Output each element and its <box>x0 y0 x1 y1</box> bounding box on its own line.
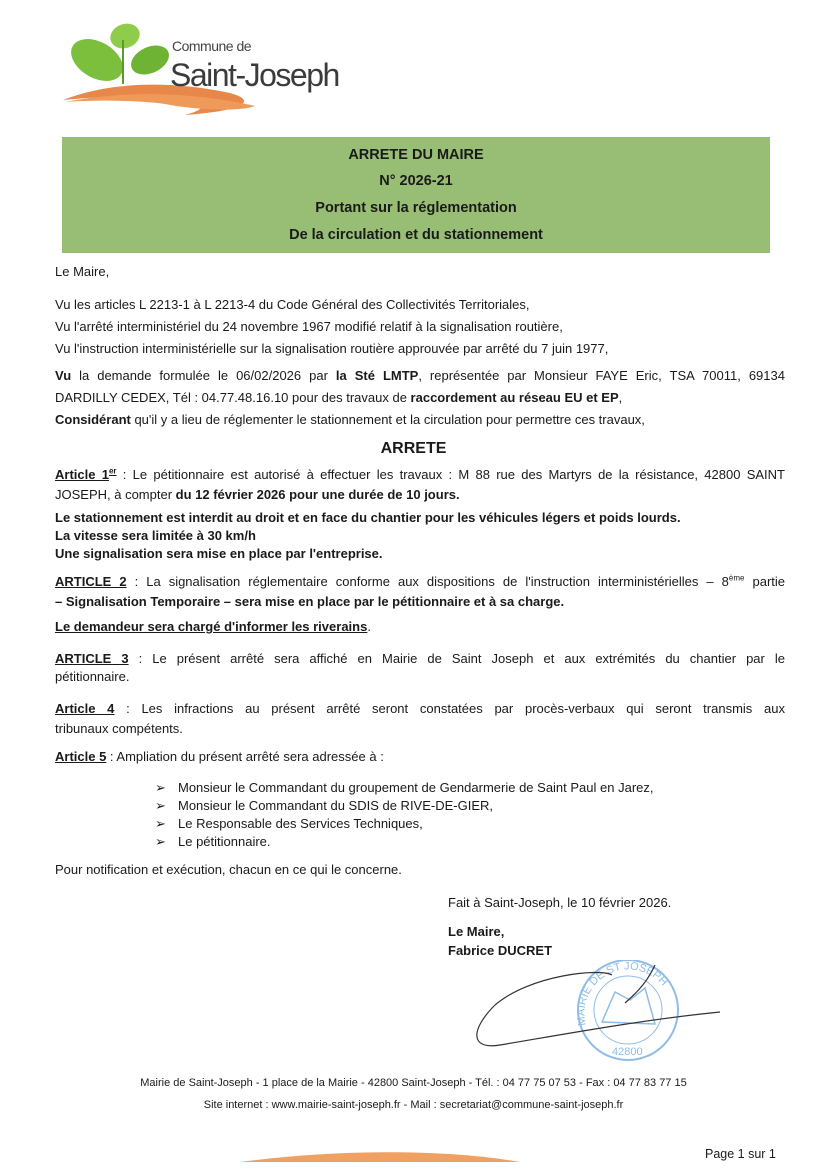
text-segment: , représentée par Monsieur FAYE Eric, TSA 70011, 69134 <box>418 368 785 383</box>
text-segment: Le demandeur sera chargé d'informer les riverains <box>55 619 368 634</box>
body-line <box>55 297 785 313</box>
text-segment: tribunaux compétents. <box>55 721 183 736</box>
text-segment: , <box>618 390 623 405</box>
place-date: Fait à Saint-Joseph, le 10 février 2026. <box>448 895 672 910</box>
body-line <box>55 546 785 562</box>
page-number: Page 1 sur 1 <box>705 1147 776 1161</box>
text-segment: du 12 février 2026 pour une durée de 10 jours. <box>175 487 460 502</box>
footer-web: Site internet : www.mairie-saint-joseph.fr - Mail : secretariat@commune-saint-joseph.fr <box>203 1099 624 1111</box>
arrow-bullet-icon: ➢ <box>155 798 166 813</box>
recipient-text: Monsieur le Commandant du groupement de Gendarmerie de Saint Paul en Jarez, <box>178 780 654 795</box>
decree-header <box>62 137 770 253</box>
body-line <box>55 368 785 384</box>
text-segment: : Les infractions au présent arrêté seront constatées par procès-verbaux qui seront transmis aux <box>114 701 785 716</box>
body-line <box>55 528 785 544</box>
body-line <box>55 721 785 737</box>
text-segment: Pour notification et exécution, chacun en ce qui le concerne. <box>55 862 402 877</box>
text-segment: – Signalisation Temporaire – sera mise en place par le pétitionnaire et à sa charge. <box>55 594 565 609</box>
text-segment: ARTICLE 2 <box>55 574 127 589</box>
text-segment: qu'il y a lieu de réglementer le stationnement et la circulation pour permettre ces travaux, <box>130 412 645 427</box>
arrow-bullet-icon: ➢ <box>155 780 166 795</box>
text-segment: la demande formulée le 06/02/2026 par <box>71 368 336 383</box>
recipient-text: Monsieur le Commandant du SDIS de RIVE-DE-GIER, <box>178 798 494 813</box>
text-segment: Article 5 <box>55 749 107 764</box>
body-line <box>55 412 785 428</box>
footer-address: Mairie de Saint-Joseph - 1 place de la Mairie - 42800 Saint-Joseph - Tél. : 04 77 75 07 53 - Fax : 04 77 83 77 15 <box>140 1077 687 1089</box>
body-line <box>55 701 785 717</box>
recipient-item <box>155 780 654 796</box>
recipient-text: Le Responsable des Services Techniques, <box>178 816 423 831</box>
commune-logo <box>55 20 375 130</box>
mairie-stamp-icon <box>575 960 678 1060</box>
decree-number: N° 2026-21 <box>379 173 453 189</box>
text-segment: La vitesse sera limitée à 30 km/h <box>55 528 256 543</box>
signature-icon <box>477 965 720 1046</box>
recipient-item <box>155 816 423 832</box>
decree-title: ARRETE DU MAIRE <box>348 147 484 163</box>
text-segment: . <box>367 619 371 634</box>
signatory-role: Le Maire, <box>448 924 505 939</box>
arrow-bullet-icon: ➢ <box>155 816 166 831</box>
body-line <box>55 619 785 635</box>
text-segment: Le stationnement est interdit au droit et en face du chantier pour les véhicules légers et poids lourds. <box>55 510 681 525</box>
recipient-item <box>155 798 493 814</box>
text-segment: Article 1 <box>55 467 109 482</box>
text-segment: ème <box>728 573 745 583</box>
body-line <box>55 651 785 667</box>
text-segment: ARTICLE 3 <box>55 651 129 666</box>
body-line <box>55 669 785 685</box>
svg-text:42800: 42800 <box>612 1046 643 1058</box>
body-line <box>55 510 785 526</box>
footer-swoosh-icon <box>240 1152 520 1162</box>
body-line <box>55 390 785 406</box>
text-segment: Article 4 <box>55 701 115 716</box>
recipient-item <box>155 834 271 850</box>
text-segment: Considérant <box>55 412 131 427</box>
recipient-text: Le pétitionnaire. <box>178 834 271 849</box>
text-segment: : Le pétitionnaire est autorisé à effectuer les travaux : M 88 rue des Martyrs de la résistance, 42800 SAINT <box>116 467 786 482</box>
text-segment: raccordement au réseau EU et EP <box>410 390 619 405</box>
text-segment: Vu <box>55 368 72 383</box>
text-segment: Vu les articles L 2213-1 à L 2213-4 du Code Général des Collectivités Territoriales, <box>55 297 530 312</box>
body-line <box>55 749 785 765</box>
text-segment: Vu l'instruction interministérielle sur la signalisation routière approuvée par arrêté du 7 juin 1977, <box>55 341 609 356</box>
text-segment: la Sté LMTP <box>335 368 419 383</box>
text-segment: : Ampliation du présent arrêté sera adressée à : <box>106 749 384 764</box>
arrow-bullet-icon: ➢ <box>155 834 166 849</box>
body-line <box>55 574 785 590</box>
decree-subject-1: Portant sur la réglementation <box>315 200 517 216</box>
text-segment: Le Maire, <box>55 264 110 279</box>
arrete-heading: ARRETE <box>380 440 447 457</box>
signatory-name: Fabrice DUCRET <box>448 943 553 958</box>
logo-line2: Saint-Joseph <box>170 57 339 93</box>
text-segment: DARDILLY CEDEX, Tél : 04.77.48.16.10 pour des travaux de <box>55 390 411 405</box>
text-segment: : La signalisation réglementaire conforme aux dispositions de l'instruction interministérielles – 8 <box>126 574 729 589</box>
stamp-and-signature <box>0 960 827 1169</box>
text-segment: Vu l'arrêté interministériel du 24 novembre 1967 modifié relatif à la signalisation routière, <box>55 319 563 334</box>
decree-subject-2: De la circulation et du stationnement <box>289 227 543 243</box>
text-segment: partie <box>744 574 786 589</box>
logo-line1: Commune de <box>172 38 252 54</box>
svg-text:MAIRIE DE ST JOSEPH: MAIRIE DE ST JOSEPH <box>575 960 670 1027</box>
text-segment: Une signalisation sera mise en place par l'entreprise. <box>55 546 383 561</box>
body-line <box>55 264 785 280</box>
body-line <box>55 594 785 610</box>
body-line <box>55 341 785 357</box>
body-line <box>55 319 785 335</box>
body-line <box>55 487 785 503</box>
body-line <box>55 467 785 483</box>
text-segment: pétitionnaire. <box>55 669 130 684</box>
text-segment: JOSEPH, à compter <box>55 487 176 502</box>
text-segment: er <box>108 466 117 476</box>
body-line <box>55 862 785 878</box>
text-segment: : Le présent arrêté sera affiché en Mairie de Saint Joseph et aux extrémités du chantier par le <box>128 651 785 666</box>
